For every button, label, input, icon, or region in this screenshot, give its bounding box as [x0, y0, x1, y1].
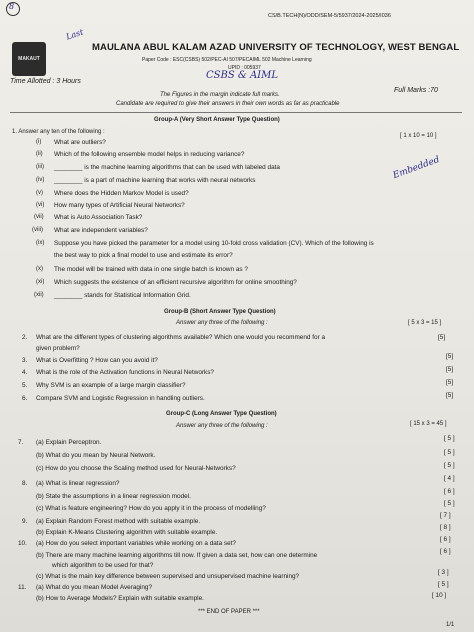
- question-marks: [ 7 ]: [440, 512, 451, 519]
- question-marks: [ 8 ]: [440, 524, 451, 531]
- question-number: 5.: [22, 382, 28, 389]
- group-a-title: Group-A (Very Short Answer Type Question): [154, 117, 280, 123]
- page-number: 1/1: [446, 622, 455, 628]
- question-marks: [ 5 ]: [444, 500, 455, 507]
- list-item: What is Auto Association Task?: [54, 214, 143, 221]
- list-item-num: (iii): [36, 164, 44, 170]
- question-text: What is Overfitting ? How can you avoid it?: [36, 357, 158, 364]
- question-marks: [ 4 ]: [444, 475, 455, 482]
- question-text-continued: which algorithm to be used for that?: [52, 562, 154, 569]
- question-number: 2.: [22, 334, 28, 341]
- handwritten-side-note: Embedded: [391, 154, 442, 182]
- list-item-num: (vii): [34, 214, 44, 220]
- question-text: (b) Explain K-Means Clustering algorithm with suitable example.: [36, 529, 218, 536]
- paper-code: Paper Code : ESC(CSBS) 502/PEC-AI 507/PECAIML 502 Machine Learning: [142, 57, 312, 63]
- list-item: ________ stands for Statistical Information Grid.: [54, 292, 191, 299]
- circled-mark-text: 8: [9, 2, 15, 11]
- question-number: 4.: [22, 369, 28, 376]
- question-marks: [ 6 ]: [444, 488, 455, 495]
- list-item-num: (ix): [36, 240, 45, 246]
- question-marks: [5]: [446, 366, 454, 373]
- time-allotted: Time Allotted : 3 Hours: [10, 78, 81, 85]
- list-item-num: (xi): [36, 279, 45, 285]
- list-item-num: (viii): [32, 227, 43, 233]
- question-text: Why SVM is an example of a large margin classifier?: [36, 382, 186, 389]
- end-of-paper: *** END OF PAPER ***: [198, 609, 260, 615]
- question-number: 9.: [22, 518, 28, 525]
- upid: UPID : 005937: [228, 65, 261, 71]
- list-item-num: (v): [36, 190, 43, 196]
- question-text: Compare SVM and Logistic Regression in handling outliers.: [36, 395, 205, 402]
- question-number: 3.: [22, 357, 28, 364]
- question-text-continued: given problem?: [36, 345, 80, 352]
- question-marks: [ 10 ]: [432, 592, 447, 599]
- group-c-instruction: Answer any three of the following :: [176, 423, 268, 429]
- header-divider: [10, 112, 462, 113]
- list-item: ________ is a part of machine learning that works with neural networks: [54, 177, 256, 184]
- question-number: 6.: [22, 395, 28, 402]
- group-c-marks: [ 15 x 3 = 45 ]: [410, 421, 447, 427]
- list-item-num: (iv): [36, 177, 45, 183]
- list-item-num: (ii): [36, 151, 43, 157]
- question-number: 11.: [18, 584, 27, 591]
- question-marks: [5]: [446, 353, 454, 360]
- handwritten-top-note: Last: [65, 27, 85, 42]
- question-text: (c) What is feature engineering? How do you apply it in the process of modelling?: [36, 505, 266, 512]
- paper-reference: CS/B.TECH(N)/ODD/SEM-5/5937/2024-2025/I036: [268, 13, 391, 19]
- question-marks: [5]: [446, 392, 454, 399]
- university-name: MAULANA ABUL KALAM AZAD UNIVERSITY OF TECHNOLOGY, WEST BENGAL: [92, 42, 460, 53]
- list-item-num: (x): [36, 266, 43, 272]
- group-b-marks: [ 5 x 3 = 15 ]: [408, 320, 442, 326]
- question-marks: [ 6 ]: [440, 548, 451, 555]
- question-marks: [ 5 ]: [438, 581, 449, 588]
- list-item: What are outliers?: [54, 139, 106, 146]
- question-text: What is the role of the Activation functions in Neural Networks?: [36, 369, 214, 376]
- question-text: (a) What do you mean Model Averaging?: [36, 584, 153, 591]
- handwritten-course: CSBS & AIML: [206, 70, 279, 81]
- question-marks: [ 5 ]: [444, 462, 455, 469]
- question-text: (a) Explain Random Forest method with suitable example.: [36, 518, 201, 525]
- group-b-instruction: Answer any three of the following :: [176, 320, 268, 326]
- question-number: 10.: [18, 540, 27, 547]
- group-b-title: Group-B (Short Answer Type Question): [164, 309, 276, 315]
- question-text: (a) What is linear regression?: [36, 480, 120, 487]
- question-marks: [5]: [446, 379, 454, 386]
- list-item: How many types of Artificial Neural Networks?: [54, 202, 185, 209]
- list-item: What are independent variables?: [54, 227, 148, 234]
- group-a-marks: [ 1 x 10 = 10 ]: [400, 133, 437, 139]
- instruction-own-words: Candidate are required to give their answers in their own words as far as practicable: [116, 101, 340, 107]
- group-c-title: Group-C (Long Answer Type Question): [166, 411, 277, 417]
- list-item: Suppose you have picked the parameter for a model using 10-fold cross validation (CV). Which of the following is: [54, 240, 374, 247]
- list-item-num: (xii): [34, 292, 44, 298]
- question-number: 8.: [22, 480, 28, 487]
- question-marks: [ 6 ]: [440, 536, 451, 543]
- list-item-num: (vi): [36, 202, 45, 208]
- list-item: ________ is the machine learning algorithms that can be used with labeled data: [54, 164, 280, 171]
- group-a-instruction: 1. Answer any ten of the following :: [12, 129, 105, 135]
- question-marks: [ 5 ]: [444, 435, 455, 442]
- question-text: (b) What do you mean by Neural Network.: [36, 452, 156, 459]
- list-item: The model will be trained with data in one single batch is known as ?: [54, 266, 248, 273]
- question-text: What are the different types of clustering algorithms available? Which one would you recommend for a: [36, 334, 326, 341]
- full-marks: Full Marks :70: [394, 87, 438, 94]
- instruction-margin: The Figures in the margin indicate full marks.: [160, 92, 280, 98]
- university-logo: MAKAUT: [12, 42, 46, 76]
- question-text: (b) How to Average Models? Explain with suitable example.: [36, 595, 204, 602]
- question-text: (a) How do you select important variables while working on a data set?: [36, 540, 236, 547]
- question-marks: [ 5 ]: [444, 449, 455, 456]
- list-item: Which of the following ensemble model helps in reducing variance?: [54, 151, 245, 158]
- question-text: (a) Explain Perceptron.: [36, 439, 102, 446]
- list-item: Where does the Hidden Markov Model is used?: [54, 190, 189, 197]
- question-text: (b) State the assumptions in a linear regression model.: [36, 493, 191, 500]
- list-item: Which suggests the existence of an efficient recursive algorithm for online smoothing?: [54, 279, 297, 286]
- question-text: (b) There are many machine learning algorithms till now. If given a data set, how can one determine: [36, 552, 318, 559]
- question-text: (c) How do you choose the Scaling method used for Neural-Networks?: [36, 465, 236, 472]
- list-item-continued: the best way to pick a final model to use and estimate its error?: [54, 252, 233, 259]
- question-marks: [ 3 ]: [438, 569, 449, 576]
- question-number: 7.: [18, 439, 24, 446]
- question-marks: [5]: [438, 334, 446, 341]
- list-item-num: (i): [36, 139, 42, 145]
- question-text: (c) What is the main key difference between supervised and unsupervised machine learning?: [36, 573, 300, 580]
